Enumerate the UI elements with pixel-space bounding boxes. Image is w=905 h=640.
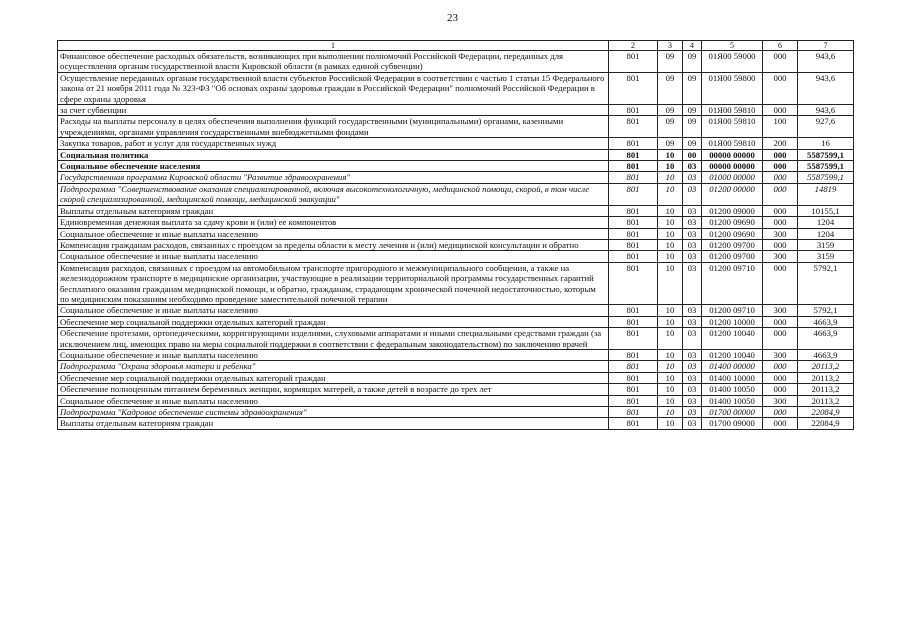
expense-type-cell: 000	[763, 183, 798, 205]
table-row	[58, 217, 854, 228]
admin-code-cell: 801	[609, 217, 658, 228]
admin-code-cell: 801	[609, 251, 658, 262]
expense-type-cell: 000	[763, 407, 798, 418]
target-article-cell: 01200 09690	[702, 228, 763, 239]
section-code-cell: 10	[658, 349, 683, 360]
table-row	[58, 228, 854, 239]
amount-cell: 4663,9	[798, 349, 854, 360]
admin-code-cell: 801	[609, 395, 658, 406]
table-row	[58, 183, 854, 205]
expense-type-cell: 000	[763, 361, 798, 372]
target-article-cell: 01200 10040	[702, 328, 763, 350]
table-header-row	[58, 41, 854, 51]
subsection-code-cell: 03	[683, 384, 702, 395]
admin-code-cell: 801	[609, 183, 658, 205]
section-code-cell: 10	[658, 172, 683, 183]
expense-type-cell: 000	[763, 372, 798, 383]
admin-code-cell: 801	[609, 349, 658, 360]
row-name-cell: Единовременная денежная выплата за сдачу крови и (или) ее компонентов	[58, 217, 609, 228]
table-body	[58, 51, 854, 430]
table-row	[58, 384, 854, 395]
section-code-cell: 10	[658, 262, 683, 305]
subsection-code-cell: 03	[683, 161, 702, 172]
amount-cell: 22084,9	[798, 418, 854, 429]
admin-code-cell: 801	[609, 72, 658, 104]
row-name-cell: Обеспечение полноценным питанием беременных женщин, кормящих матерей, а также детей в возрасте до трех лет	[58, 384, 609, 395]
section-code-cell: 10	[658, 384, 683, 395]
admin-code-cell: 801	[609, 305, 658, 316]
budget-table	[57, 40, 854, 430]
row-name-cell: Обеспечение протезами, ортопедическими, корригирующими изделиями, слуховыми аппаратами и иными специальными средствами граждан (за исключением лиц, имеющих право на меры социальной поддержки в соответствии с федеральным законодательством) по заключению врачей	[58, 328, 609, 350]
subsection-code-cell: 03	[683, 316, 702, 327]
section-code-cell: 09	[658, 116, 683, 138]
admin-code-cell: 801	[609, 172, 658, 183]
section-code-cell: 10	[658, 205, 683, 216]
row-name-cell: Финансовое обеспечение расходных обязательств, возникающих при выполнении полномочий Российской Федерации, переданных для осуществления органам государственной власти Кировской области (в рамках единой субвенции)	[58, 51, 609, 73]
expense-type-cell: 000	[763, 205, 798, 216]
subsection-code-cell: 03	[683, 349, 702, 360]
section-code-cell: 09	[658, 51, 683, 73]
row-name-cell: Закупка товаров, работ и услуг для государственных нужд	[58, 138, 609, 149]
amount-cell: 1204	[798, 228, 854, 239]
amount-cell: 4663,9	[798, 328, 854, 350]
amount-cell: 3159	[798, 251, 854, 262]
target-article-cell: 01200 09710	[702, 305, 763, 316]
table-row	[58, 205, 854, 216]
section-code-cell: 10	[658, 316, 683, 327]
target-article-cell: 01400 10000	[702, 372, 763, 383]
admin-code-cell: 801	[609, 384, 658, 395]
section-code-cell: 10	[658, 217, 683, 228]
subsection-code-cell: 03	[683, 395, 702, 406]
admin-code-cell: 801	[609, 418, 658, 429]
row-name-cell: Социальная политика	[58, 149, 609, 160]
admin-code-cell: 801	[609, 262, 658, 305]
amount-cell: 20113,2	[798, 395, 854, 406]
row-name-cell: Подпрограмма "Кадровое обеспечение системы здравоохранения"	[58, 407, 609, 418]
section-code-cell: 10	[658, 395, 683, 406]
target-article-cell: 01Я00 59810	[702, 116, 763, 138]
amount-cell: 927,6	[798, 116, 854, 138]
table-row	[58, 418, 854, 429]
amount-cell: 1204	[798, 217, 854, 228]
subsection-code-cell: 03	[683, 305, 702, 316]
admin-code-cell: 801	[609, 161, 658, 172]
table-row	[58, 239, 854, 250]
expense-type-cell: 300	[763, 251, 798, 262]
expense-type-cell: 300	[763, 228, 798, 239]
admin-code-cell: 801	[609, 149, 658, 160]
expense-type-cell: 000	[763, 51, 798, 73]
table-row	[58, 349, 854, 360]
row-name-cell: Социальное обеспечение и иные выплаты населению	[58, 228, 609, 239]
header-cell: 5	[702, 41, 763, 51]
expense-type-cell: 300	[763, 349, 798, 360]
row-name-cell: Государственная программа Кировской области "Развитие здравоохранения"	[58, 172, 609, 183]
amount-cell: 20113,2	[798, 372, 854, 383]
target-article-cell: 01Я00 59810	[702, 138, 763, 149]
expense-type-cell: 000	[763, 316, 798, 327]
admin-code-cell: 801	[609, 228, 658, 239]
amount-cell: 20113,2	[798, 361, 854, 372]
section-code-cell: 10	[658, 149, 683, 160]
table-row	[58, 407, 854, 418]
amount-cell: 5587599,1	[798, 172, 854, 183]
section-code-cell: 09	[658, 72, 683, 104]
row-name-cell: Подпрограмма "Совершенствование оказания специализированной, включая высокотехнологичную, медицинской помощи, скорой, в том числе скорой специализированной, медицинской помощи, медицинской эвакуации"	[58, 183, 609, 205]
target-article-cell: 01400 00000	[702, 361, 763, 372]
row-name-cell: Выплаты отдельным категориям граждан	[58, 418, 609, 429]
section-code-cell: 10	[658, 305, 683, 316]
expense-type-cell: 200	[763, 138, 798, 149]
subsection-code-cell: 03	[683, 183, 702, 205]
target-article-cell: 01700 09000	[702, 418, 763, 429]
row-name-cell: за счет субвенции	[58, 105, 609, 116]
subsection-code-cell: 03	[683, 372, 702, 383]
row-name-cell: Обеспечение мер социальной поддержки отдельных категорий граждан	[58, 316, 609, 327]
section-code-cell: 10	[658, 183, 683, 205]
subsection-code-cell: 09	[683, 116, 702, 138]
subsection-code-cell: 03	[683, 217, 702, 228]
amount-cell: 943,6	[798, 51, 854, 73]
subsection-code-cell: 03	[683, 239, 702, 250]
row-name-cell: Социальное обеспечение населения	[58, 161, 609, 172]
subsection-code-cell: 03	[683, 205, 702, 216]
header-cell: 2	[609, 41, 658, 51]
target-article-cell: 01Я00 59800	[702, 72, 763, 104]
row-name-cell: Осуществление переданных органам государственной власти субъектов Российской Федерации в соответствии с частью 1 статьи 15 Федерального закона от 21 ноября 2011 года № 323-ФЗ "Об основах охраны здоровья граждан в Российской Федерации" полномочий Российской Федерации в сфере охраны здоровья	[58, 72, 609, 104]
amount-cell: 943,6	[798, 72, 854, 104]
target-article-cell: 01400 10050	[702, 395, 763, 406]
table-row	[58, 51, 854, 73]
target-article-cell: 01400 10050	[702, 384, 763, 395]
header-cell: 7	[798, 41, 854, 51]
target-article-cell: 01200 10000	[702, 316, 763, 327]
section-code-cell: 10	[658, 328, 683, 350]
subsection-code-cell: 03	[683, 418, 702, 429]
expense-type-cell: 000	[763, 149, 798, 160]
amount-cell: 20113,2	[798, 384, 854, 395]
target-article-cell: 01000 00000	[702, 172, 763, 183]
expense-type-cell: 000	[763, 172, 798, 183]
subsection-code-cell: 00	[683, 149, 702, 160]
expense-type-cell: 000	[763, 328, 798, 350]
target-article-cell: 01200 10040	[702, 349, 763, 360]
target-article-cell: 01200 09000	[702, 205, 763, 216]
admin-code-cell: 801	[609, 372, 658, 383]
subsection-code-cell: 09	[683, 138, 702, 149]
row-name-cell: Социальное обеспечение и иные выплаты населению	[58, 251, 609, 262]
table-row	[58, 395, 854, 406]
amount-cell: 3159	[798, 239, 854, 250]
row-name-cell: Компенсация расходов, связанных с проездом на автомобильном транспорте пригородного и межмуниципального сообщения, а также на железнодорожном транспорте в медицинские организации, участвующие в реализации территориальной программы государственных гарантий бесплатного оказания гражданам медицинской помощи, и обратно, гражданам, страдающим хронической почечной недостаточностью, которым по медицинским показаниям необходимо проведение заместительной почечной терапии	[58, 262, 609, 305]
expense-type-cell: 000	[763, 384, 798, 395]
section-code-cell: 10	[658, 361, 683, 372]
section-code-cell: 09	[658, 138, 683, 149]
subsection-code-cell: 03	[683, 172, 702, 183]
admin-code-cell: 801	[609, 116, 658, 138]
expense-type-cell: 100	[763, 116, 798, 138]
table-row	[58, 172, 854, 183]
expense-type-cell: 300	[763, 395, 798, 406]
row-name-cell: Подпрограмма "Охрана здоровья матери и ребенка"	[58, 361, 609, 372]
amount-cell: 5587599,1	[798, 149, 854, 160]
table-row	[58, 328, 854, 350]
amount-cell: 5792,1	[798, 262, 854, 305]
expense-type-cell: 000	[763, 72, 798, 104]
admin-code-cell: 801	[609, 328, 658, 350]
target-article-cell: 00000 00000	[702, 149, 763, 160]
admin-code-cell: 801	[609, 205, 658, 216]
table-row	[58, 72, 854, 104]
table-row	[58, 251, 854, 262]
header-cell: 6	[763, 41, 798, 51]
header-cell: 1	[58, 41, 609, 51]
subsection-code-cell: 03	[683, 228, 702, 239]
expense-type-cell: 300	[763, 305, 798, 316]
admin-code-cell: 801	[609, 51, 658, 73]
section-code-cell: 10	[658, 239, 683, 250]
amount-cell: 22084,9	[798, 407, 854, 418]
table-row	[58, 361, 854, 372]
target-article-cell: 01200 09690	[702, 217, 763, 228]
admin-code-cell: 801	[609, 407, 658, 418]
admin-code-cell: 801	[609, 105, 658, 116]
amount-cell: 14819	[798, 183, 854, 205]
subsection-code-cell: 03	[683, 361, 702, 372]
expense-type-cell: 000	[763, 217, 798, 228]
expense-type-cell: 000	[763, 161, 798, 172]
table-row	[58, 149, 854, 160]
subsection-code-cell: 03	[683, 328, 702, 350]
section-code-cell: 10	[658, 251, 683, 262]
target-article-cell: 01200 09700	[702, 239, 763, 250]
target-article-cell: 01200 00000	[702, 183, 763, 205]
subsection-code-cell: 09	[683, 51, 702, 73]
table-row	[58, 161, 854, 172]
table-row	[58, 138, 854, 149]
table-row	[58, 116, 854, 138]
subsection-code-cell: 03	[683, 407, 702, 418]
admin-code-cell: 801	[609, 361, 658, 372]
expense-type-cell: 000	[763, 239, 798, 250]
admin-code-cell: 801	[609, 138, 658, 149]
target-article-cell: 01200 09710	[702, 262, 763, 305]
row-name-cell: Выплаты отдельным категориям граждан	[58, 205, 609, 216]
expense-type-cell: 000	[763, 418, 798, 429]
page-number: 23	[447, 12, 458, 24]
row-name-cell: Расходы на выплаты персоналу в целях обеспечения выполнения функций государственными (муниципальными) органами, казенными учреждениями, органами управления государственными внебюджетными фондами	[58, 116, 609, 138]
header-cell: 4	[683, 41, 702, 51]
section-code-cell: 10	[658, 372, 683, 383]
subsection-code-cell: 03	[683, 251, 702, 262]
admin-code-cell: 801	[609, 239, 658, 250]
admin-code-cell: 801	[609, 316, 658, 327]
header-cell: 3	[658, 41, 683, 51]
target-article-cell: 01700 00000	[702, 407, 763, 418]
target-article-cell: 00000 00000	[702, 161, 763, 172]
subsection-code-cell: 09	[683, 105, 702, 116]
target-article-cell: 01Я00 59000	[702, 51, 763, 73]
row-name-cell: Социальное обеспечение и иные выплаты населению	[58, 349, 609, 360]
target-article-cell: 01Я00 59810	[702, 105, 763, 116]
table-row	[58, 316, 854, 327]
section-code-cell: 10	[658, 418, 683, 429]
row-name-cell: Обеспечение мер социальной поддержки отдельных категорий граждан	[58, 372, 609, 383]
table-row	[58, 372, 854, 383]
target-article-cell: 01200 09700	[702, 251, 763, 262]
row-name-cell: Социальное обеспечение и иные выплаты населению	[58, 305, 609, 316]
row-name-cell: Социальное обеспечение и иные выплаты населению	[58, 395, 609, 406]
row-name-cell: Компенсация гражданам расходов, связанных с проездом за пределы области к месту лечения и (или) медицинской консультации и обратно	[58, 239, 609, 250]
amount-cell: 10155,1	[798, 205, 854, 216]
table-row	[58, 105, 854, 116]
section-code-cell: 10	[658, 407, 683, 418]
subsection-code-cell: 03	[683, 262, 702, 305]
table-row	[58, 262, 854, 305]
amount-cell: 4663,9	[798, 316, 854, 327]
expense-type-cell: 000	[763, 105, 798, 116]
expense-type-cell: 000	[763, 262, 798, 305]
amount-cell: 5587599,1	[798, 161, 854, 172]
section-code-cell: 09	[658, 105, 683, 116]
amount-cell: 5792,1	[798, 305, 854, 316]
amount-cell: 943,6	[798, 105, 854, 116]
section-code-cell: 10	[658, 161, 683, 172]
section-code-cell: 10	[658, 228, 683, 239]
amount-cell: 16	[798, 138, 854, 149]
table-row	[58, 305, 854, 316]
subsection-code-cell: 09	[683, 72, 702, 104]
